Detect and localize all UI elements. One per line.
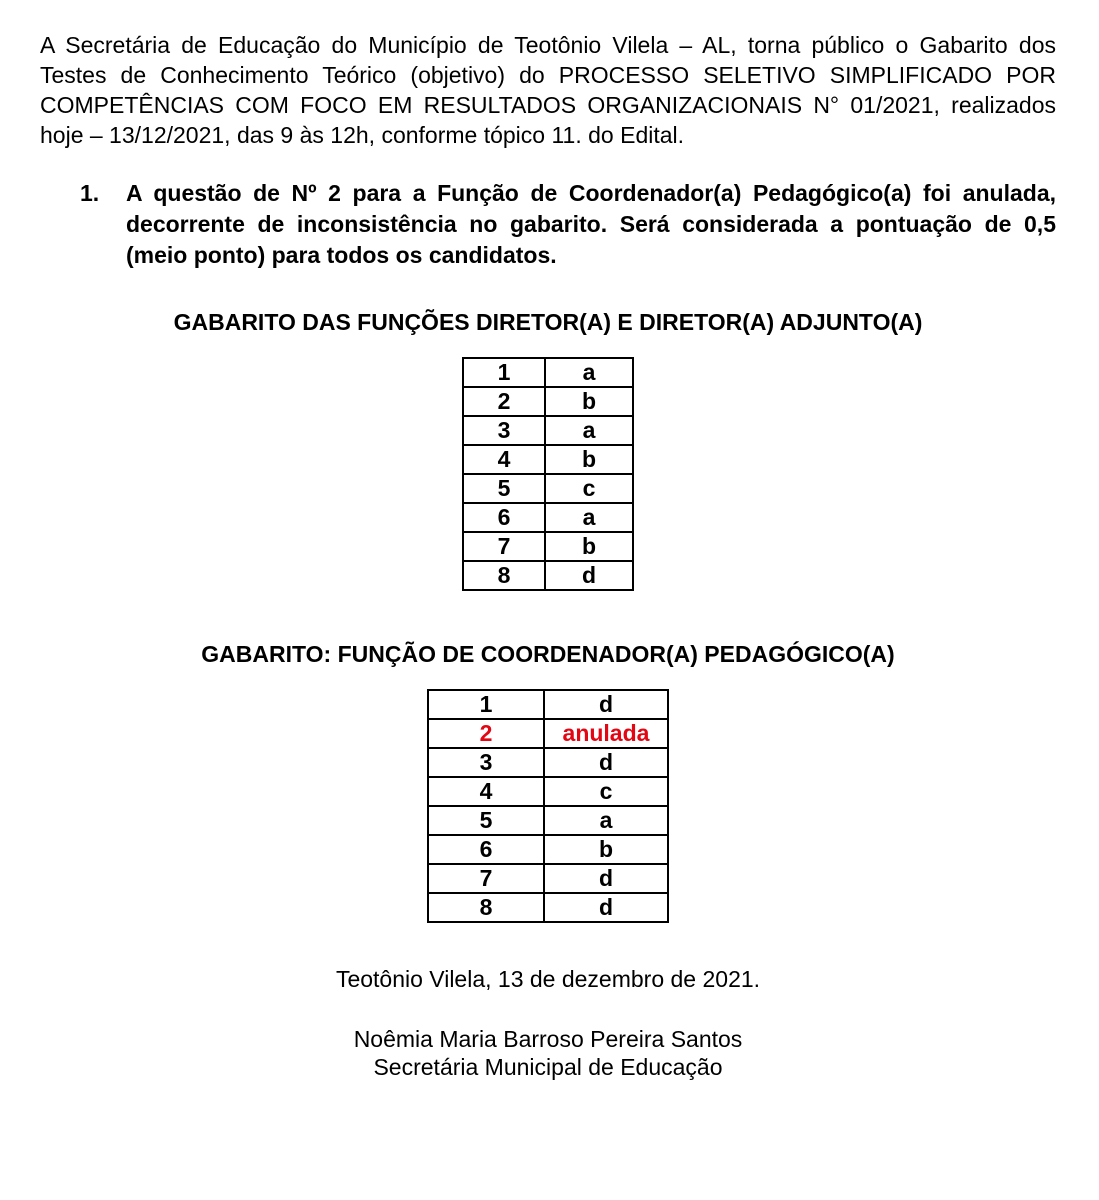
table-row [428, 893, 668, 922]
table-row [428, 748, 668, 777]
question-number: 3 [428, 748, 544, 777]
intro-paragraph: A Secretária de Educação do Município de Teotônio Vilela – AL, torna público o Gabarito dos Testes de Conhecimento Teórico (objetivo) do PROCESSO SELETIVO SIMPLIFICADO POR COMPETÊNCIAS COM FOCO EM RESULTADOS ORGANIZACIONAIS N° 01/2021, realizados hoje – 13/12/2021, das 9 às 12h, conforme tópico 11. do Edital. [40, 32, 1056, 148]
notice-text: A questão de Nº 2 para a Função de Coordenador(a) Pedagógico(a) foi anulada, decorrente de inconsistência no gabarito. Será considerada a pontuação de 0,5 (meio ponto) para todos os candidatos. [126, 180, 1056, 268]
answer-cell: b [544, 835, 668, 864]
answer-cell: a [544, 806, 668, 835]
question-number: 6 [463, 503, 545, 532]
notice-item [40, 178, 1056, 271]
answer-cell: d [544, 864, 668, 893]
table-row [463, 503, 633, 532]
question-number: 2 [463, 387, 545, 416]
question-number: 7 [428, 864, 544, 893]
table-row [428, 864, 668, 893]
question-number: 2 [428, 719, 544, 748]
table-row [428, 835, 668, 864]
table-row [428, 777, 668, 806]
signatory-name: Noêmia Maria Barroso Pereira Santos [353, 1026, 743, 1052]
answer-cell: b [545, 387, 633, 416]
question-number: 8 [463, 561, 545, 590]
answer-cell: d [544, 748, 668, 777]
answer-cell: a [545, 358, 633, 387]
table1-title: GABARITO DAS FUNÇÕES DIRETOR(A) E DIRETOR(A) ADJUNTO(A) [173, 309, 923, 335]
question-number: 7 [463, 532, 545, 561]
answer-cell: d [544, 690, 668, 719]
answer-key-table-coordenador [427, 689, 669, 923]
answer-cell: a [545, 416, 633, 445]
answer-cell: d [544, 893, 668, 922]
table-row [463, 561, 633, 590]
answer-cell: c [544, 777, 668, 806]
question-number: 3 [463, 416, 545, 445]
question-number: 6 [428, 835, 544, 864]
table-row [463, 416, 633, 445]
question-number: 5 [463, 474, 545, 503]
answer-cell: c [545, 474, 633, 503]
question-number: 1 [463, 358, 545, 387]
table2-title: GABARITO: FUNÇÃO DE COORDENADOR(A) PEDAGÓGICO(A) [201, 641, 895, 667]
table-row [463, 387, 633, 416]
closing-date: Teotônio Vilela, 13 de dezembro de 2021. [335, 966, 761, 992]
annulled-answer-cell: anulada [544, 719, 668, 748]
table-row [428, 806, 668, 835]
question-number: 4 [463, 445, 545, 474]
notice-number: 1. [80, 180, 100, 206]
table-row [463, 532, 633, 561]
table-row [463, 474, 633, 503]
answer-cell: b [545, 532, 633, 561]
answer-key-table-diretor [462, 357, 634, 591]
table-row [463, 358, 633, 387]
document-page [40, 30, 1056, 1081]
question-number: 1 [428, 690, 544, 719]
answer-cell: d [545, 561, 633, 590]
question-number: 8 [428, 893, 544, 922]
table-row [463, 445, 633, 474]
annulled-row [428, 719, 668, 748]
table-row [428, 690, 668, 719]
answer-cell: a [545, 503, 633, 532]
question-number: 5 [428, 806, 544, 835]
signatory-role: Secretária Municipal de Educação [373, 1054, 723, 1080]
answer-cell: b [545, 445, 633, 474]
question-number: 4 [428, 777, 544, 806]
